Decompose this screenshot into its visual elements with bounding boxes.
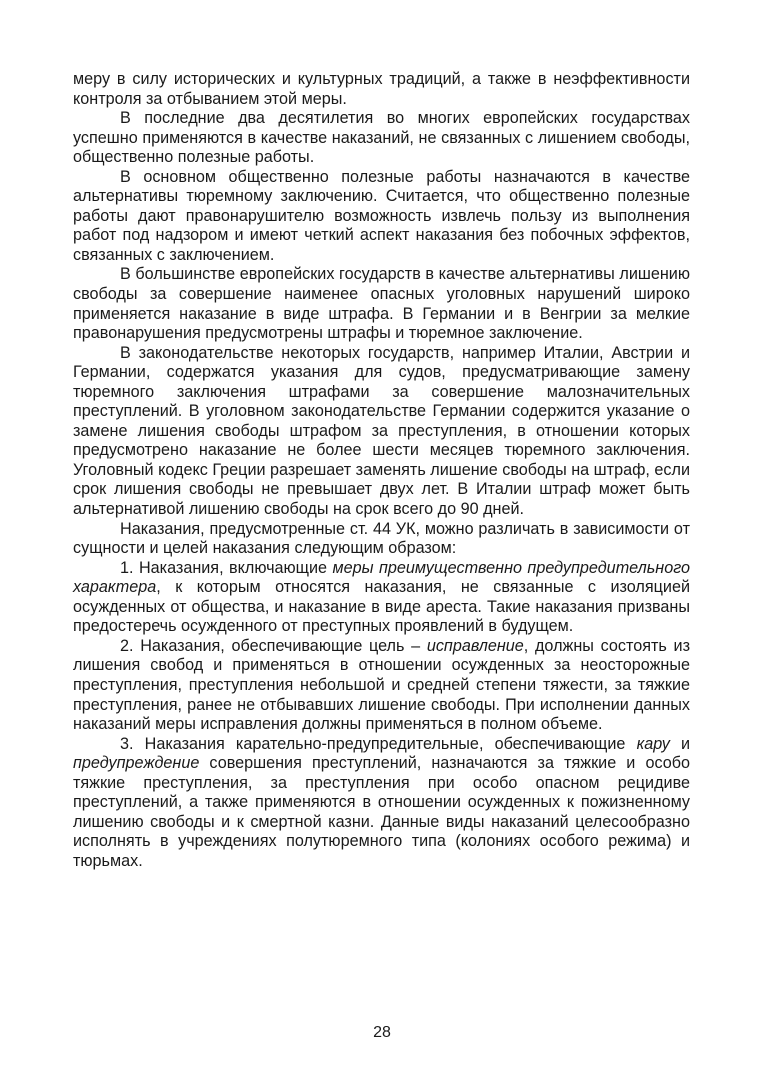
paragraph [73, 735, 690, 872]
paragraph [73, 559, 690, 637]
emphasis-text: исправление [426, 636, 524, 655]
paragraph-text: В последние два десятилетия во многих европейских государствах успешно применяются в качестве наказаний, не связанных с лишением свободы, общественно полезные работы. [73, 109, 690, 167]
paragraph [73, 520, 690, 559]
paragraph-text: В основном общественно полезные работы назначаются в качестве альтернативы тюремному заключению. Считается, что общественно полезные работы дают правонарушителю возможность извлечь пользу из выполнения работ под надзором и имеют четкий аспект наказания без побочных эффектов, связанных с заключением. [73, 167, 690, 264]
paragraph [73, 70, 690, 109]
paragraph [73, 344, 690, 520]
body-text [73, 70, 690, 871]
paragraph-text: совершения преступлений, назначаются за тяжкие и особо тяжкие преступления, за преступления при особо опасном рецидиве преступлений, а также применяются в отношении осужденных к пожизненному лишению свободы и к смертной казни. Данные виды наказаний целесообразно исполнять в учреждениях полутюремного типа (колониях особого режима) и тюрьмах. [73, 754, 690, 870]
paragraph [73, 168, 690, 266]
paragraph-text: В законодательстве некоторых государств, например Италии, Австрии и Германии, содержатся указания для судов, предусматривающие замену тюремного заключения штрафами за совершение малозначительных преступлений. В уголовном законодательстве Германии содержится указание о замене лишения свободы штрафом за преступления, в отношении которых предусмотрено наказание не более шести месяцев тюремного заключения. Уголовный кодекс Греции разрешает заменять лишение свободы на штраф, если срок лишения свободы не превышает двух лет. В Италии штраф может быть альтернативой лишению свободы на срок всего до 90 дней. [73, 343, 690, 519]
emphasis-text: кару [636, 734, 670, 753]
emphasis-text: меры преимущественно предупредительного характера [73, 558, 690, 597]
paragraph-text: , к которым относятся наказания, не связанные с изоляцией осужденных от общества, и наказание в виде ареста. Такие наказания призваны предостеречь осужденного от преступных проявлений в будущем. [73, 578, 690, 636]
paragraph-text: В большинстве европейских государств в качестве альтернативы лишению свободы за совершение наименее опасных уголовных нарушений широко применяется наказание в виде штрафа. В Германии и в Венгрии за мелкие правонарушения предусмотрены штрафы и тюремное заключение. [73, 265, 690, 343]
paragraph [73, 265, 690, 343]
paragraph [73, 637, 690, 735]
paragraph-text: 2. Наказания, обеспечивающие цель – [120, 636, 427, 655]
paragraph-text: 3. Наказания карательно-предупредительные, обеспечивающие [120, 734, 637, 753]
paragraph-text: Наказания, предусмотренные ст. 44 УК, можно различать в зависимости от сущности и целей наказания следующим образом: [73, 519, 690, 558]
paragraph-text: и [669, 734, 690, 753]
paragraph-text: меру в силу исторических и культурных традиций, а также в неэффективности контроля за отбыванием этой меры. [73, 70, 690, 108]
paragraph [73, 109, 690, 168]
paragraph-text: 1. Наказания, включающие [120, 558, 333, 577]
emphasis-text: предупреждение [73, 754, 200, 773]
paragraph-text: , должны состоять из лишения свобод и применяться в отношении осужденных за неосторожные преступления, преступления небольшой и средней степени тяжести, за тяжкие преступления, ранее не отбывавших лишение свободы. При исполнении данных наказаний меры исправления должны применяться в полном объеме. [73, 636, 690, 734]
page-number: 28 [373, 1024, 391, 1041]
